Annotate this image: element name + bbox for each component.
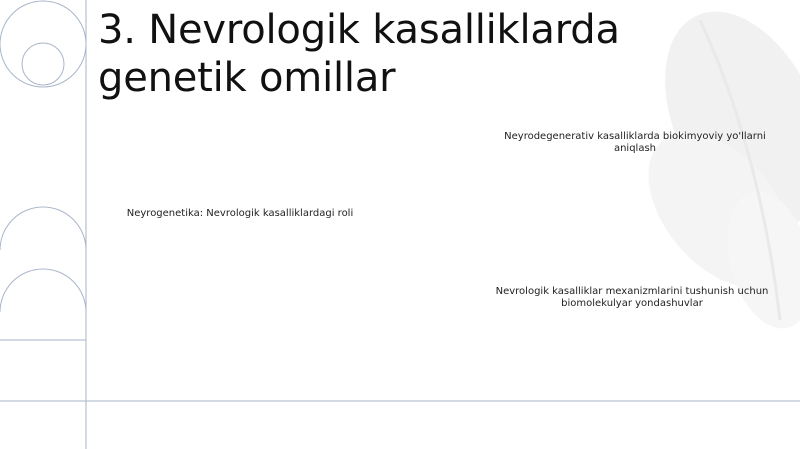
deco-arch-upper (0, 207, 86, 340)
slide-title: 3. Nevrologik kasalliklarda genetik omillar (98, 7, 620, 101)
text-item-neurogenetics: Neyrogenetika: Nevrologik kasalliklardagi roli (126, 208, 354, 219)
deco-circle-large (0, 1, 86, 87)
deco-circle-small (22, 43, 64, 85)
text-item-biochemical-pathways: Neyrodegenerativ kasalliklarda biokimyoviy yo'llarni aniqlash (504, 131, 766, 154)
text-item-biomolecular-approaches: Nevrologik kasalliklar mexanizmlarini tushunish uchun biomolekulyar yondashuvlar (495, 286, 769, 309)
deco-arch-lower (0, 269, 86, 312)
